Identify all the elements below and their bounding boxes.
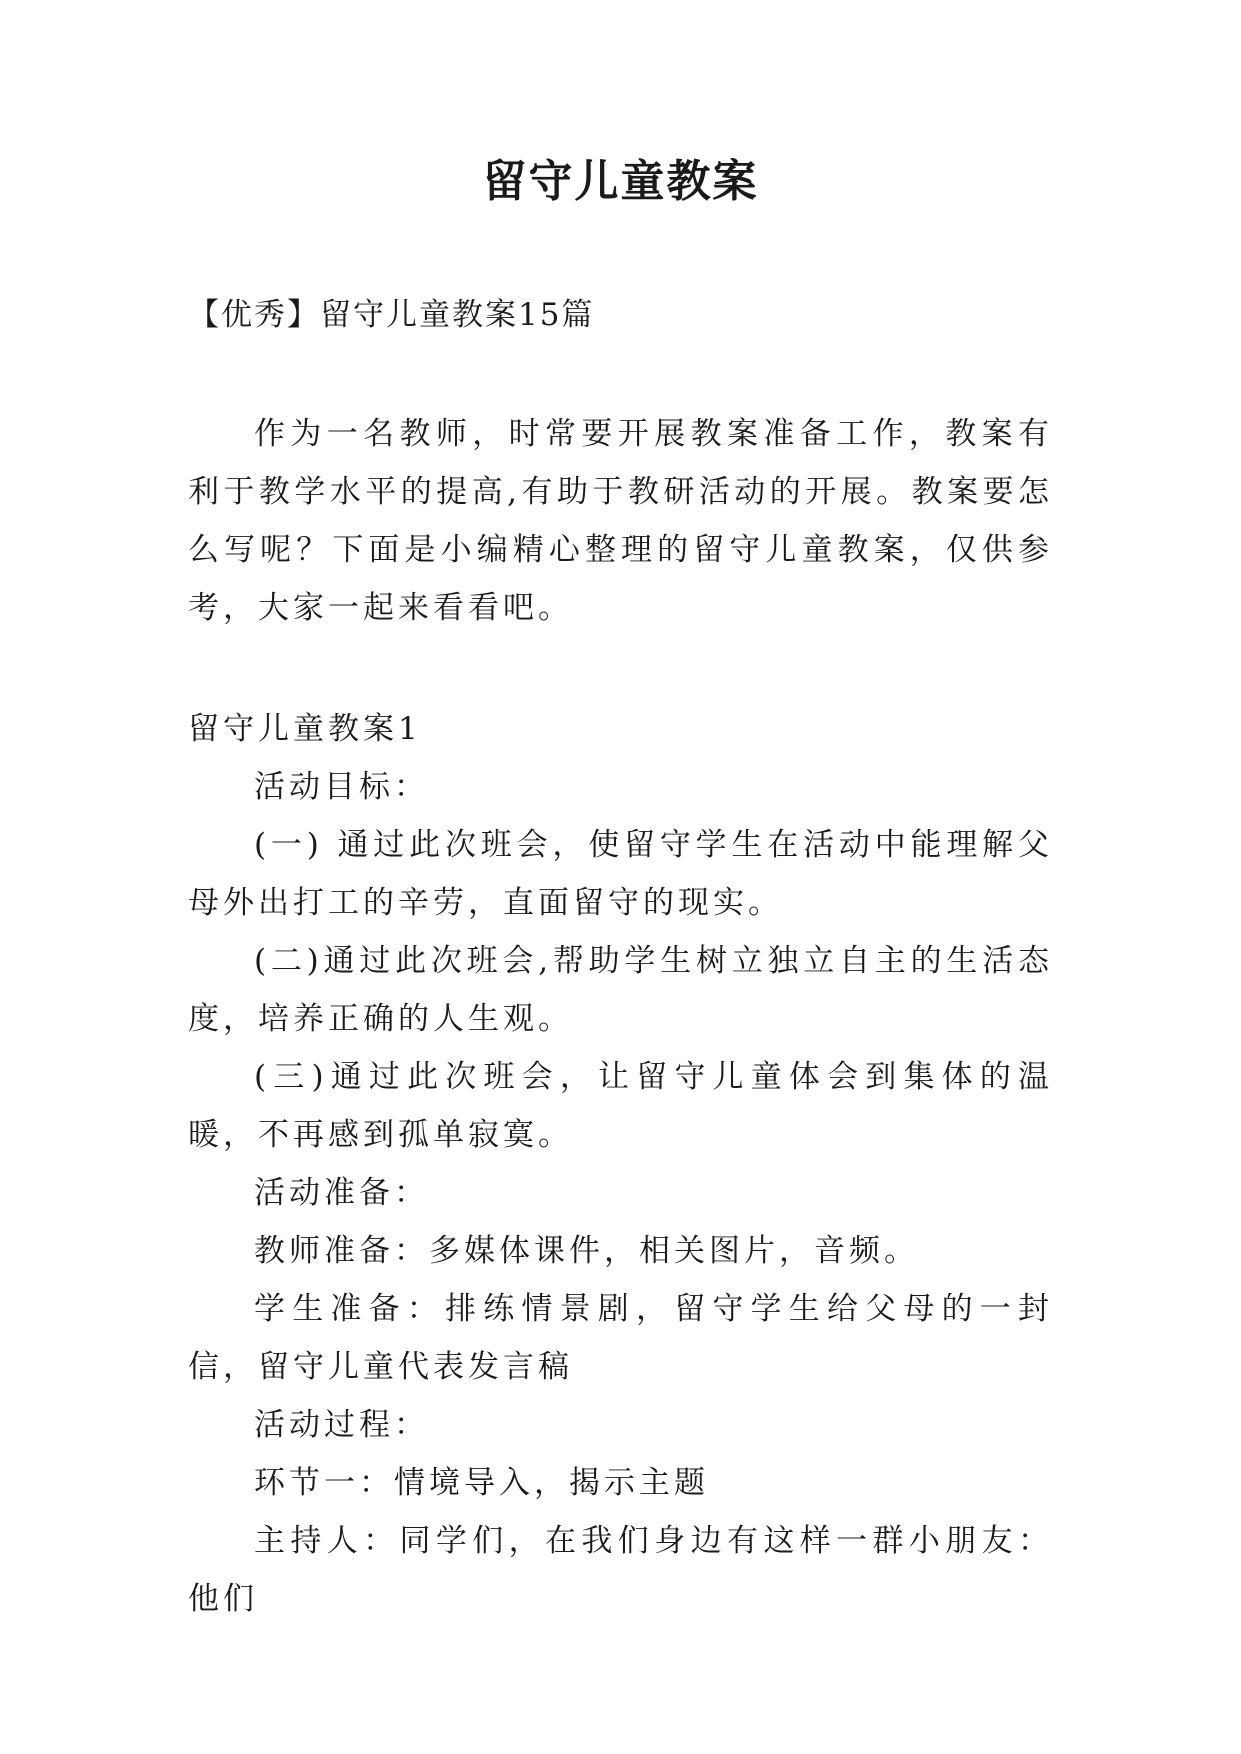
- paragraph-activity-prep: 活动准备：: [254, 1175, 429, 1211]
- intro-paragraph: 作为一名教师，时常要开展教案准备工作，教案有利于教学水平的提高,有助于教研活动的开展。教案要怎么写呢？下面是小编精心整理的留守儿童教案，仅供参考，大家一起来看看吧。: [188, 416, 1053, 626]
- document-subtitle: 【优秀】留守儿童教案15篇: [188, 297, 595, 333]
- paragraph-teacher-prep: 教师准备：多媒体课件，相关图片，音频。: [254, 1233, 919, 1269]
- paragraph-activity-goals: 活动目标：: [254, 769, 429, 805]
- paragraph-goal-3: (三)通过此次班会，让留守儿童体会到集体的温暖，不再感到孤单寂寞。: [188, 1059, 1053, 1153]
- paragraph-goal-2: (二)通过此次班会,帮助学生树立独立自主的生活态度，培养正确的人生观。: [188, 943, 1053, 1037]
- section-heading: 留守儿童教案1: [188, 711, 422, 747]
- paragraph-activity-process: 活动过程：: [254, 1407, 429, 1443]
- paragraph-student-prep: 学生准备：排练情景剧，留守学生给父母的一封信，留守儿童代表发言稿: [188, 1291, 1053, 1385]
- paragraph-step-1: 环节一：情境导入，揭示主题: [254, 1465, 709, 1501]
- document-title: 留守儿童教案: [482, 156, 759, 207]
- paragraph-host: 主持人：同学们，在我们身边有这样一群小朋友：他们: [188, 1523, 1053, 1617]
- paragraph-goal-1: (一) 通过此次班会，使留守学生在活动中能理解父母外出打工的辛劳，直面留守的现实。: [188, 827, 1053, 921]
- lesson-plan-content: [188, 700, 1053, 1628]
